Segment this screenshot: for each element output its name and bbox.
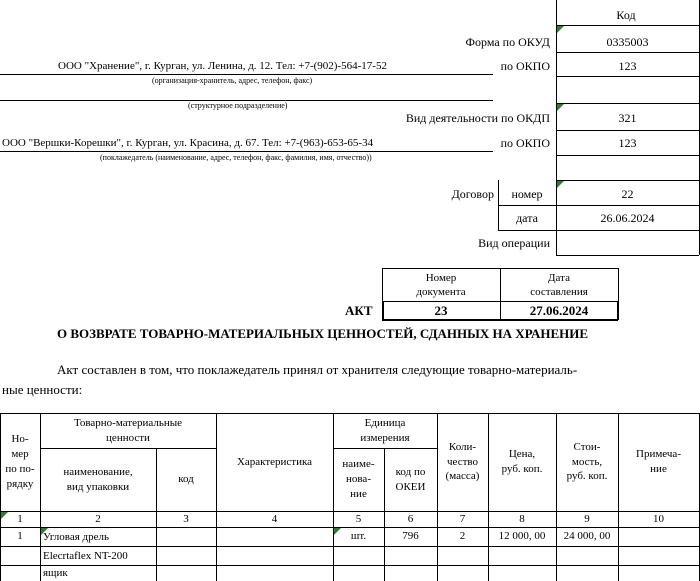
act-title: О ВОЗВРАТЕ ТОВАРНО-МАТЕРИАЛЬНЫХ ЦЕННОСТЕЙ, СДАННЫХ НА ХРАНЕНИЕ [57, 326, 589, 341]
okud-value: 0335003 [606, 35, 649, 49]
doc-number-header-2: документа [416, 286, 466, 298]
row-okei: 796 [402, 530, 419, 543]
col-header-goods-name: наименование, вид упаковки [63, 465, 133, 493]
col-header-price: Цена, руб. коп. [501, 448, 543, 475]
codes-header: Код [616, 8, 636, 22]
date-label: дата [516, 211, 538, 225]
row-code [156, 527, 216, 546]
okdp-label: Вид деятельности по ОКДП [405, 111, 550, 125]
col-number-2: 2 [95, 512, 101, 525]
col-header-unit-okei: код по ОКЕИ [395, 465, 426, 493]
depositor-text: ООО "Вершки-Корешки", г. Курган, ул. Красина, д. 67. Тел: +7-(963)-653-65-34 [2, 137, 374, 149]
depositor-caption: (поклажедатель (наименование, адрес, телефон, факс, фамилия, имя, отчество)) [100, 153, 372, 162]
number-label: номер [511, 187, 543, 201]
row-price: 12 000, 00 [498, 530, 546, 543]
okpo1-label: по ОКПО [500, 59, 550, 73]
row-unit: шт. [350, 530, 367, 543]
okud-label: Форма по ОКУД [465, 35, 550, 49]
col-header-goods-code: код [178, 473, 194, 486]
operation-label: Вид операции [478, 236, 550, 250]
row-name-line1: Угловая дрель [43, 530, 109, 543]
col-number-5: 5 [355, 512, 362, 525]
act-intro-line1: Акт составлен в том, что поклажедатель принял от хранителя следующие товарно-материаль- [57, 362, 578, 377]
row-number: 1 [17, 530, 23, 543]
division-caption: (структурное подразделение) [188, 101, 288, 110]
number-value: 22 [621, 187, 634, 201]
col-number-1: 1 [17, 512, 23, 525]
doc-date: 27.06.2024 [529, 303, 589, 318]
date-value: 26.06.2024 [600, 211, 655, 225]
col-header-characteristic: Характеристика [236, 455, 313, 468]
col-header-goods: Товарно-материальные ценности [73, 416, 183, 444]
okdp-value: 321 [618, 111, 637, 125]
row-quantity: 2 [459, 530, 466, 543]
col-number-3: 3 [183, 512, 189, 525]
doc-number-header-1: Номер [425, 272, 457, 284]
row-name-line2: Elecrtaflex NT-200 [43, 549, 128, 562]
col-header-unit-name: наиме- нова- ние [342, 458, 375, 500]
col-number-6: 6 [407, 512, 414, 525]
act-label: АКТ [345, 303, 373, 318]
okpo1-value: 123 [618, 59, 637, 73]
col-number-10: 10 [653, 512, 664, 525]
col-number-8: 8 [519, 512, 525, 525]
act-intro-line2: ные ценности: [2, 382, 83, 397]
col-header-unit: Единица измерения [360, 416, 410, 444]
row-sum: 24 000, 00 [563, 530, 611, 543]
date-header-1: Дата [548, 272, 570, 284]
col-header-quantity: Коли- чество (масса) [445, 440, 480, 483]
row-characteristic [216, 527, 333, 546]
doc-number: 23 [434, 303, 448, 318]
col-number-4: 4 [271, 512, 278, 525]
row-name-line3: ящик [43, 567, 68, 579]
col-number-9: 9 [584, 512, 590, 525]
col-header-number: Но- мер по по- рядку [5, 433, 35, 490]
col-header-note: Примеча- ние [636, 448, 681, 475]
keeper-caption: (организация-хранитель, адрес, телефон, факс) [152, 76, 313, 85]
row-note [618, 527, 699, 546]
okpo2-label: по ОКПО [500, 136, 550, 150]
date-header-2: составления [530, 286, 588, 298]
keeper-text: ООО "Хранение", г. Курган, ул. Ленина, д. 12. Тел: +7-(902)-564-17-52 [58, 60, 387, 72]
contract-label: Договор [451, 187, 494, 201]
col-header-sum: Стои- мость, руб. коп. [566, 440, 608, 483]
col-number-7: 7 [459, 512, 466, 525]
okpo2-value: 123 [618, 136, 637, 150]
